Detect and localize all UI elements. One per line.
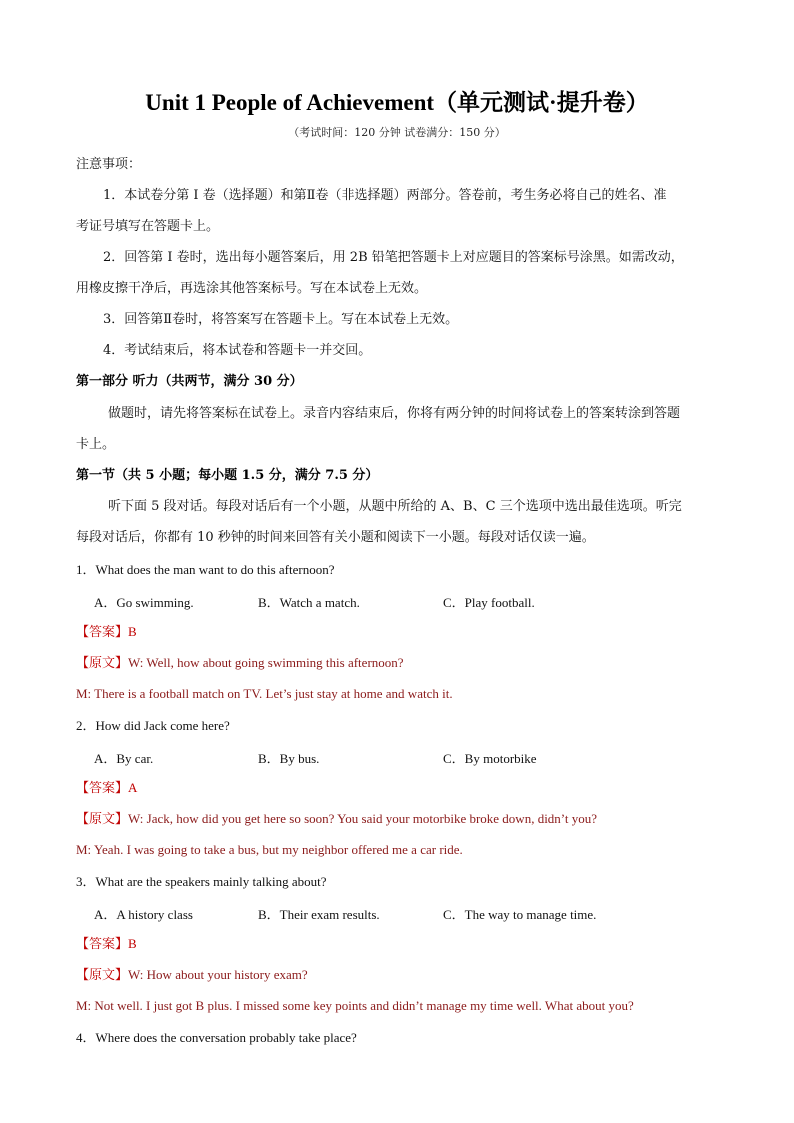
part1-heading: 第一部分 听力（共两节，满分 30 分）: [76, 374, 303, 389]
notice-item-1b: 考证号填写在答题卡上。: [76, 219, 220, 234]
question-2-transcript-1: [76, 810, 597, 829]
question-1-option-c: C．Play football.: [443, 595, 535, 610]
question-1-transcript-2: M: There is a football match on TV. Let’s just stay at home and watch it.: [76, 686, 453, 701]
question-2-stem: 2．How did Jack come here?: [76, 718, 230, 733]
answer-value: B: [128, 624, 137, 639]
question-3-option-b: B．Their exam results.: [258, 907, 380, 922]
notice-item-2b: 用橡皮擦干净后，再选涂其他答案标号。写在本试卷上无效。: [76, 281, 428, 296]
part1-desc-a: 做题时，请先将答案标在试卷上。录音内容结束后，你将有两分钟的时间将试卷上的答案转涂到答题: [108, 406, 681, 421]
transcript-text: W: Jack, how did you get here so soon? You said your motorbike broke down, didn’t you?: [128, 811, 598, 826]
question-1-stem: 1．What does the man want to do this afternoon?: [76, 562, 335, 577]
answer-value: A: [128, 780, 138, 795]
question-2-option-a: A．By car.: [94, 751, 154, 766]
answer-value: B: [128, 936, 137, 951]
question-1-transcript-1: [76, 654, 404, 673]
notice-heading: 注意事项：: [76, 157, 142, 172]
original-label: 【原文】: [76, 812, 129, 827]
question-3-stem: 3．What are the speakers mainly talking about?: [76, 874, 327, 889]
section1-heading: 第一节（共 5 小题；每小题 1.5 分，满分 7.5 分）: [76, 468, 379, 483]
answer-label: 【答案】: [76, 937, 129, 952]
part1-desc-b: 卡上。: [76, 437, 116, 452]
section1-desc-b: 每段对话后，你都有 10 秒钟的时间来回答有关小题和阅读下一小题。每段对话仅读一遍。: [76, 530, 595, 545]
page-title: Unit 1 People of Achievement（单元测试·提升卷）: [145, 90, 649, 115]
question-2-option-c: C．By motorbike: [443, 751, 537, 766]
transcript-text: W: Well, how about going swimming this afternoon?: [128, 655, 404, 670]
question-3-option-a: A．A history class: [94, 907, 193, 922]
exam-info: （考试时间：120 分钟 试卷满分：150 分）: [288, 126, 506, 139]
answer-label: 【答案】: [76, 625, 129, 640]
original-label: 【原文】: [76, 968, 129, 983]
notice-item-4: 4．考试结束后，将本试卷和答题卡一并交回。: [103, 343, 372, 358]
notice-item-3: 3．回答第Ⅱ卷时，将答案写在答题卡上。写在本试卷上无效。: [103, 312, 459, 327]
transcript-text: W: How about your history exam?: [128, 967, 308, 982]
question-1-option-a: A．Go swimming.: [94, 595, 194, 610]
question-3-answer: [76, 935, 137, 954]
notice-item-1a: 1．本试卷分第 I 卷（选择题）和第Ⅱ卷（非选择题）两部分。答卷前，考生务必将自己的姓名、准: [103, 188, 667, 203]
question-3-option-c: C．The way to manage time.: [443, 907, 597, 922]
section1-desc-a: 听下面 5 段对话。每段对话后有一个小题，从题中所给的 A、B、C 三个选项中选出最佳选项。听完: [108, 499, 682, 514]
question-3-transcript-2: M: Not well. I just got B plus. I missed some key points and didn’t manage my time well. What about you?: [76, 998, 634, 1013]
question-4-stem: 4．Where does the conversation probably take place?: [76, 1030, 357, 1045]
question-1-answer: [76, 623, 137, 642]
answer-label: 【答案】: [76, 781, 129, 796]
question-1-option-b: B．Watch a match.: [258, 595, 360, 610]
notice-item-2a: 2．回答第 I 卷时，选出每小题答案后，用 2B 铅笔把答题卡上对应题目的答案标号涂黑。如需改动，: [103, 250, 684, 265]
question-2-transcript-2: M: Yeah. I was going to take a bus, but my neighbor offered me a car ride.: [76, 842, 463, 857]
original-label: 【原文】: [76, 656, 129, 671]
question-3-transcript-1: [76, 966, 308, 985]
question-2-option-b: B．By bus.: [258, 751, 320, 766]
question-2-answer: [76, 779, 137, 798]
